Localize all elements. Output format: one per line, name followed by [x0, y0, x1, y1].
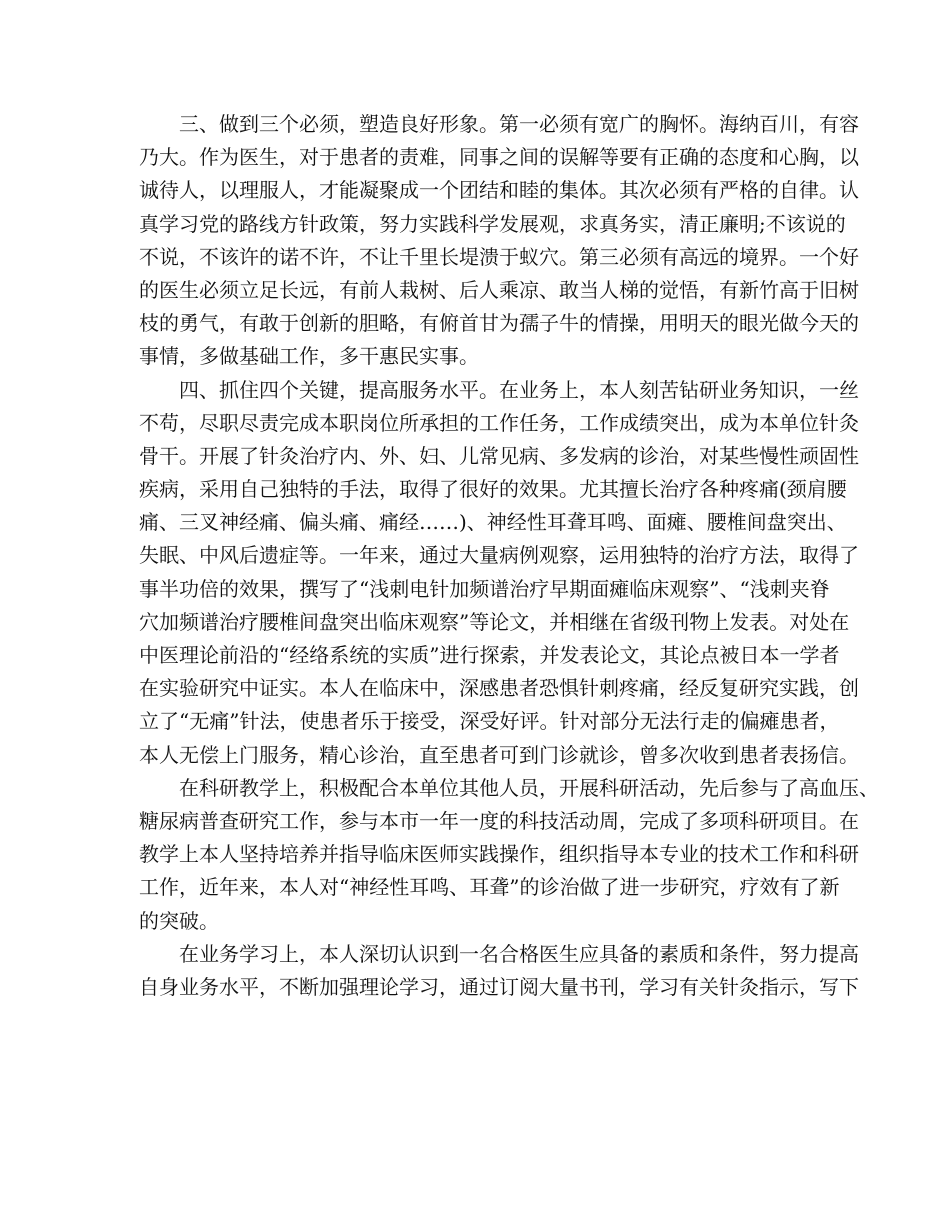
text-line: 诚待人，以理服人，才能凝聚成一个团结和睦的集体。其次必须有严格的自律。认 — [139, 178, 859, 203]
text-line: 教学上本人坚持培养并指导临床医师实践操作，组织指导本专业的技术工作和科研 — [139, 842, 859, 867]
text-line: 立了“无痛”针法，使患者乐于接受，深受好评。针对部分无法行走的偏瘫患者， — [139, 709, 840, 734]
text-line: 不苟，尽职尽责完成本职岗位所承担的工作任务，工作成绩突出，成为本单位针灸 — [139, 410, 859, 435]
text-line: 事情，多做基础工作，多干惠民实事。 — [139, 344, 479, 369]
text-line: 工作，近年来，本人对“神经性耳鸣、耳聋”的诊治做了进一步研究，疗效有了新 — [139, 875, 840, 900]
text-line: 糖尿病普查研究工作，参与本市一年一度的科技活动周，完成了多项科研项目。在 — [139, 808, 859, 833]
text-line: 失眠、中风后遗症等。一年来，通过大量病例观察，运用独特的治疗方法，取得了 — [139, 543, 859, 568]
text-line: 自身业务水平，不断加强理论学习，通过订阅大量书刊，学习有关针灸指示，写下 — [139, 974, 859, 999]
text-line: 四、抓住四个关键，提高服务水平。在业务上，本人刻苦钻研业务知识，一丝 — [179, 377, 859, 402]
paragraph-image — [139, 108, 859, 374]
text-line: 在实验研究中证实。本人在临床中，深感患者恐惧针刺疼痛，经反复研究实践，创 — [139, 676, 859, 701]
paragraph-study — [139, 938, 859, 1004]
text-line: 的医生必须立足长远，有前人栽树、后人乘凉、敢当人梯的觉悟，有新竹高于旧树 — [139, 277, 859, 302]
text-line: 在科研教学上，积极配合本单位其他人员，开展科研活动，先后参与了高血压、 — [179, 775, 879, 800]
text-line: 的突破。 — [139, 908, 219, 933]
text-line: 乃大。作为医生，对于患者的责难，同事之间的误解等要有正确的态度和心胸，以 — [139, 145, 859, 170]
text-line: 骨干。开展了针灸治疗内、外、妇、儿常见病、多发病的诊治，对某些慢性顽固性 — [139, 443, 859, 468]
text-line: 在业务学习上，本人深切认识到一名合格医生应具备的素质和条件，努力提高 — [179, 941, 859, 966]
text-line: 事半功倍的效果，撰写了“浅刺电针加频谱治疗早期面瘫临床观察”、“浅刺夹脊 — [139, 576, 830, 601]
text-line: 枝的勇气，有敢于创新的胆略，有俯首甘为孺子牛的情操，用明天的眼光做今天的 — [139, 311, 859, 336]
text-line: 三、做到三个必须，塑造良好形象。第一必须有宽广的胸怀。海纳百川，有容 — [179, 112, 859, 136]
text-line: 不说，不该许的诺不许，不让千里长堤溃于蚁穴。第三必须有高远的境界。一个好 — [139, 244, 859, 269]
text-line: 疾病，采用自己独特的手法，取得了很好的效果。尤其擅长治疗各种疼痛(颈肩腰 — [139, 477, 847, 502]
text-line: 本人无偿上门服务，精心诊治，直至患者可到门诊就诊，曾多次收到患者表扬信。 — [139, 742, 859, 767]
text-line: 中医理论前沿的“经络系统的实质”进行探索，并发表论文，其论点被日本一学者 — [139, 643, 840, 667]
text-line: 穴加频谱治疗腰椎间盘突出临床观察”等论文，并相继在省级刊物上发表。对处在 — [139, 609, 850, 634]
paragraph-research — [139, 772, 879, 938]
text-line: 痛、三叉神经痛、偏头痛、痛经……)、神经性耳聋耳鸣、面瘫、腰椎间盘突出、 — [139, 510, 847, 535]
text-line: 真学习党的路线方针政策，努力实践科学发展观，求真务实，清正廉明;不该说的 — [139, 211, 846, 236]
document-body — [139, 108, 879, 1004]
paragraph-service — [139, 374, 859, 772]
